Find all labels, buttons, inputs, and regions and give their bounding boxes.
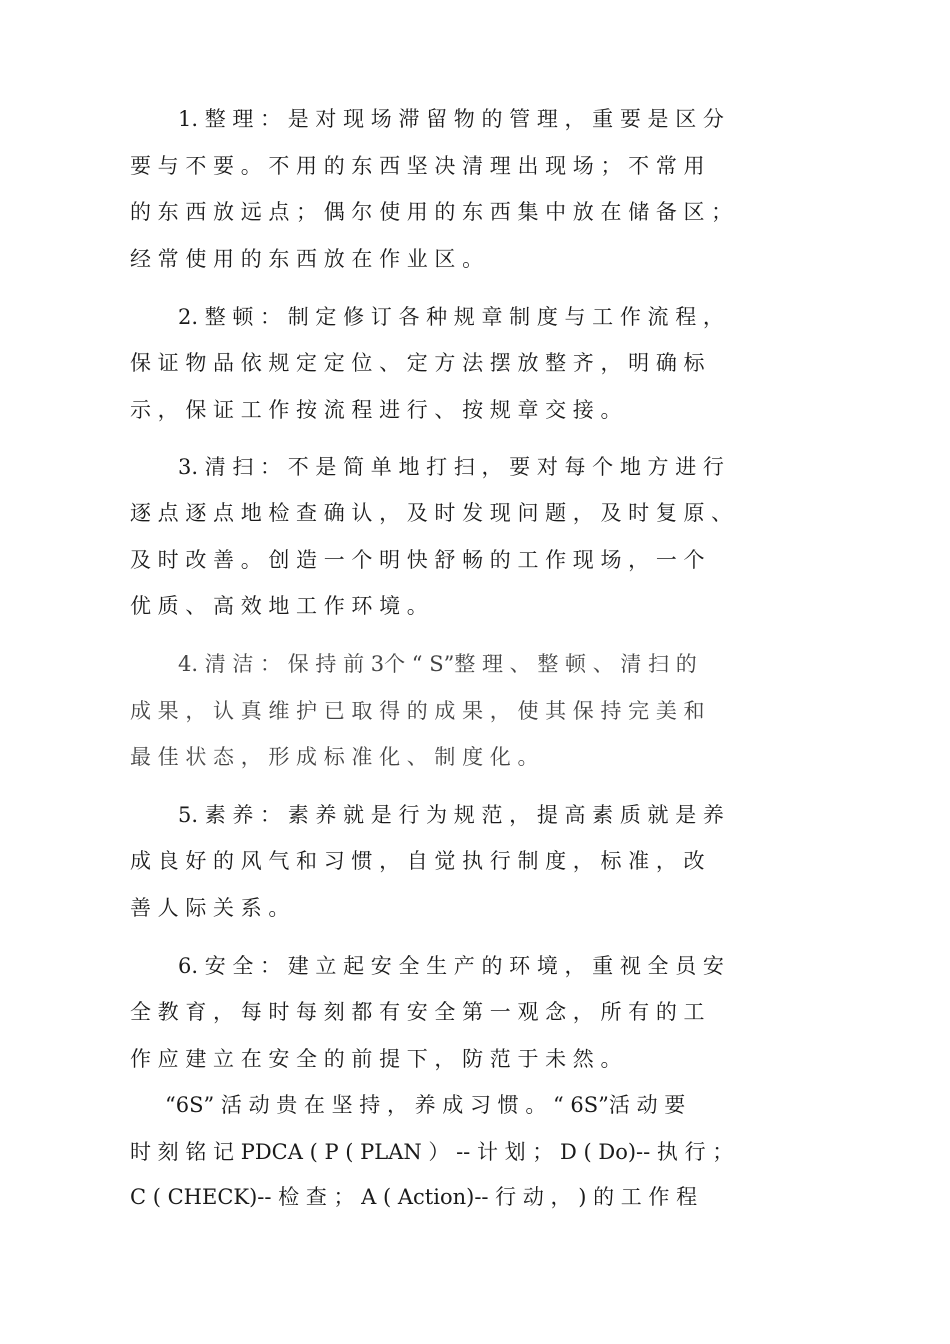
paragraph-seiri-line-1: 1. 整 理 ： 是 对 现 场 滞 留 物 的 管 理 ， 重 要 是 区 分 xyxy=(178,107,724,131)
paragraph-seiton-line-1: 2. 整 顿 ： 制 定 修 订 各 种 规 章 制 度 与 工 作 流 程 ， xyxy=(178,305,724,329)
paragraph-seiso-line-1: 3. 清 扫 ： 不 是 简 单 地 打 扫 ， 要 对 每 个 地 方 进 行 xyxy=(178,455,724,479)
paragraph-shitsuke-line-1: 5. 素 养 ： 素 养 就 是 行 为 规 范 ， 提 高 素 质 就 是 养 xyxy=(178,803,724,827)
paragraph-seiri-line-2: 要 与 不 要 。 不 用 的 东 西 坚 决 清 理 出 现 场 ； 不 常 用 xyxy=(130,154,705,178)
paragraph-pdca-line-2: 时 刻 铭 记 PDCA ( P ( PLAN ） -- 计 划 ； D ( Do)-- 执 行 ； xyxy=(130,1140,734,1164)
paragraph-pdca-line-3: C ( CHECK)-- 检 查 ； A ( Action)-- 行 动 ， ) 的 工 作 程 xyxy=(130,1185,698,1209)
paragraph-seiso-line-2: 逐 点 逐 点 地 检 查 确 认 ， 及 时 发 现 问 题 ， 及 时 复 原 、 xyxy=(130,501,733,525)
paragraph-shitsuke-line-2: 成 良 好 的 风 气 和 习 惯 ， 自 觉 执 行 制 度 ， 标 准 ， 改 xyxy=(130,849,705,873)
paragraph-seiso-line-4: 优 质 、 高 效 地 工 作 环 境 。 xyxy=(130,594,428,618)
paragraph-pdca-line-1: “6S” 活 动 贵 在 坚 持 ， 养 成 习 惯 。 “ 6S”活 动 要 xyxy=(165,1093,686,1117)
paragraph-shitsuke-line-3: 善 人 际 关 系 。 xyxy=(130,896,290,920)
paragraph-seiri-line-4: 经 常 使 用 的 东 西 放 在 作 业 区 。 xyxy=(130,247,484,271)
paragraph-seiton-line-2: 保 证 物 品 依 规 定 定 位 、 定 方 法 摆 放 整 齐 ， 明 确 标 xyxy=(130,351,705,375)
paragraph-seiso-line-3: 及 时 改 善 。 创 造 一 个 明 快 舒 畅 的 工 作 现 场 ， 一 个 xyxy=(130,548,705,572)
paragraph-safety-line-3: 作 应 建 立 在 安 全 的 前 提 下 ， 防 范 于 未 然 。 xyxy=(130,1047,622,1071)
paragraph-seiri-line-3: 的 东 西 放 远 点 ； 偶 尔 使 用 的 东 西 集 中 放 在 储 备 区 ； xyxy=(130,200,733,224)
paragraph-safety-line-2: 全 教 育 ， 每 时 每 刻 都 有 安 全 第 一 观 念 ， 所 有 的 工 xyxy=(130,1000,705,1024)
paragraph-seiketsu-line-3: 最 佳 状 态 ， 形 成 标 准 化 、 制 度 化 。 xyxy=(130,745,539,769)
paragraph-seiton-line-3: 示 ， 保 证 工 作 按 流 程 进 行 、 按 规 章 交 接 。 xyxy=(130,398,622,422)
paragraph-seiketsu-line-1: 4. 清 洁 ： 保 持 前 3个 “ S”整 理 、 整 顿 、 清 扫 的 xyxy=(178,652,697,676)
paragraph-seiketsu-line-2: 成 果 ， 认 真 维 护 已 取 得 的 成 果 ， 使 其 保 持 完 美 和 xyxy=(130,699,705,723)
paragraph-safety-line-1: 6. 安 全 ： 建 立 起 安 全 生 产 的 环 境 ， 重 视 全 员 安 xyxy=(178,954,724,978)
